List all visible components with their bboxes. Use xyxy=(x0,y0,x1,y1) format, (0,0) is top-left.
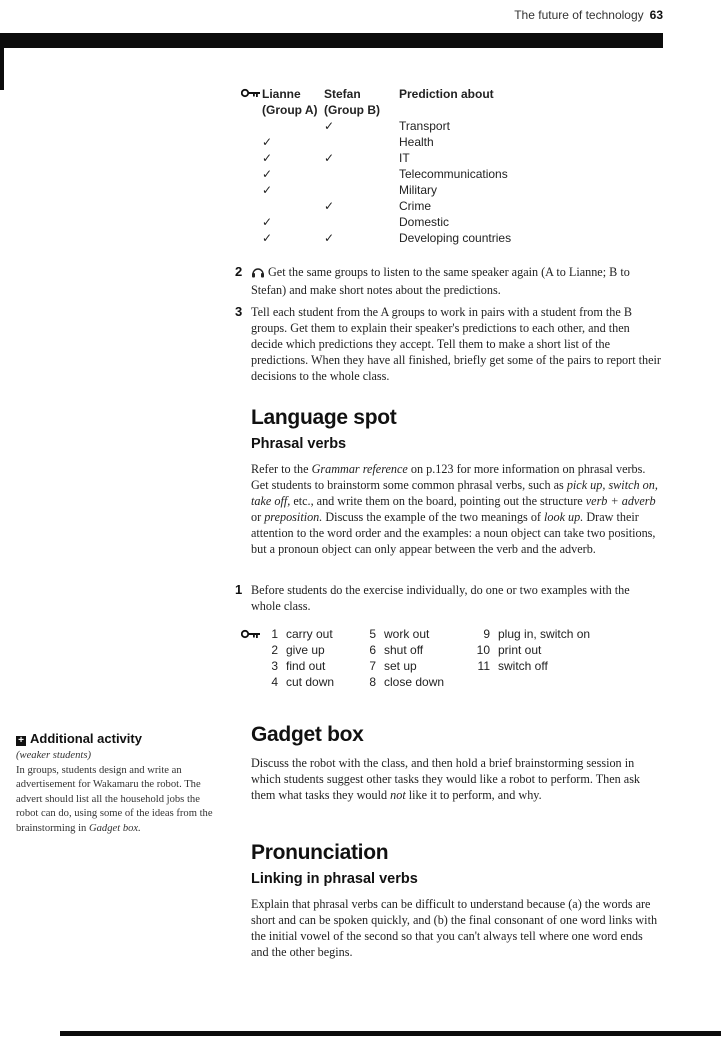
top-rule xyxy=(0,33,663,48)
section-title-language-spot: Language spot xyxy=(251,406,397,429)
answer-item xyxy=(268,674,334,690)
answer-item xyxy=(476,626,590,642)
headphones-icon xyxy=(251,265,265,282)
answer-number: 11 xyxy=(477,659,490,673)
answer-text: close down xyxy=(384,675,445,689)
answer-item xyxy=(268,626,334,642)
step-number: 3 xyxy=(235,304,243,319)
prediction-table xyxy=(262,86,511,246)
section-title-gadget-box: Gadget box xyxy=(251,723,364,746)
lianne-tick xyxy=(262,118,324,134)
prediction-topic: Telecommunications xyxy=(399,167,508,181)
lianne-tick: ✓ xyxy=(262,215,273,229)
prediction-topic: Domestic xyxy=(399,215,450,229)
col-header-prediction: Prediction about xyxy=(399,87,494,101)
stefan-tick: ✓ xyxy=(324,119,335,133)
stefan-tick xyxy=(324,182,399,198)
gadget-box-text: Discuss the robot with the class, and then hold a brief brainstorming session in which students suggest other tasks they would like a robot to perform. Then ask them what tasks they would not like it to perform, and why. xyxy=(251,756,641,802)
answer-text: print out xyxy=(498,643,542,657)
answer-item xyxy=(366,626,444,642)
lianne-tick: ✓ xyxy=(262,167,273,181)
prediction-topic: IT xyxy=(399,151,410,165)
header-title: The future of technology xyxy=(514,8,644,22)
prediction-row xyxy=(262,182,511,198)
answer-number: 7 xyxy=(369,659,376,673)
stefan-tick: ✓ xyxy=(324,199,335,213)
lianne-tick: ✓ xyxy=(262,135,273,149)
lianne-tick: ✓ xyxy=(262,231,273,245)
additional-activity-title: + Additional activity xyxy=(16,731,216,746)
section-subtitle-linking: Linking in phrasal verbs xyxy=(251,871,418,887)
prediction-topic: Military xyxy=(399,183,437,197)
prediction-row xyxy=(262,134,511,150)
answer-text: work out xyxy=(384,627,430,641)
answer-number: 6 xyxy=(369,643,376,657)
answer-text: cut down xyxy=(286,675,335,689)
step-2-text: Get the same groups to listen to the same speaker again (A to Lianne; B to Stefan) and make short notes about the predictions. xyxy=(251,265,630,297)
prediction-row xyxy=(262,166,511,182)
answer-number: 5 xyxy=(369,627,376,641)
prediction-topic: Transport xyxy=(399,119,450,133)
answer-item xyxy=(366,674,444,690)
lianne-tick: ✓ xyxy=(262,151,273,165)
answer-number: 1 xyxy=(271,627,278,641)
answer-column xyxy=(268,626,334,690)
answer-number: 8 xyxy=(369,675,376,689)
answer-item xyxy=(476,658,590,674)
pronunciation-text: Explain that phrasal verbs can be difficult to understand because (a) the words are short and can be spoken quickly, and (b) the final consonant of one word links with the initial vowel of the second so that you can't always tell where one word ends and the other begins. xyxy=(251,897,658,959)
answer-number: 2 xyxy=(271,643,278,657)
prediction-row xyxy=(262,150,511,166)
stefan-tick: ✓ xyxy=(324,231,335,245)
section-title-pronunciation: Pronunciation xyxy=(251,841,389,864)
answer-item xyxy=(268,658,334,674)
prediction-row xyxy=(262,198,511,214)
answer-column xyxy=(366,626,444,690)
prediction-topic: Crime xyxy=(399,199,431,213)
answer-text: set up xyxy=(384,659,417,673)
stefan-tick: ✓ xyxy=(324,151,335,165)
prediction-topic: Developing countries xyxy=(399,231,512,245)
answer-item xyxy=(268,642,334,658)
additional-activity-subtitle: (weaker students) xyxy=(16,750,92,761)
answer-number: 4 xyxy=(271,675,278,689)
answer-number: 3 xyxy=(271,659,278,673)
prediction-topic: Health xyxy=(399,135,434,149)
top-rule-hook xyxy=(0,48,4,90)
answer-text: give up xyxy=(286,643,325,657)
answer-item xyxy=(366,658,444,674)
plus-box-icon: + xyxy=(16,736,26,746)
additional-activity-box xyxy=(16,731,216,836)
answer-number: 9 xyxy=(483,627,490,641)
additional-activity-text: (weaker students) In groups, students design and write an advertisement for Wakamaru the robot. The advert should list all the household jobs the robot can do, using some of the ideas from the brainstorming in Gadget box. xyxy=(16,750,213,834)
answer-column xyxy=(476,626,590,674)
answer-text: plug in, switch on xyxy=(498,627,591,641)
prediction-row xyxy=(262,230,511,246)
lianne-tick: ✓ xyxy=(262,183,273,197)
step-1-text: Before students do the exercise individually, do one or two examples with the whole class. xyxy=(251,583,630,613)
col-header-stefan: Stefan (Group B) xyxy=(324,87,380,117)
answer-text: find out xyxy=(286,659,326,673)
stefan-tick xyxy=(324,134,399,150)
step-number: 2 xyxy=(235,264,243,279)
answer-text: shut off xyxy=(384,643,424,657)
step-3-text: Tell each student from the A groups to work in pairs with a student from the B groups. Get them to explain their speaker's predictions to each other, and then decide which predictions they accept. Tell them to make a short list of the predictions. When they have all finished, briefly get some of the pairs to report their decisions to the whole class. xyxy=(251,305,661,383)
section-subtitle-phrasal-verbs: Phrasal verbs xyxy=(251,436,347,452)
lianne-tick xyxy=(262,198,324,214)
stefan-tick xyxy=(324,166,399,182)
answer-text: carry out xyxy=(286,627,333,641)
stefan-tick xyxy=(324,214,399,230)
step-number: 1 xyxy=(235,582,243,597)
prediction-row xyxy=(262,214,511,230)
answer-item xyxy=(366,642,444,658)
language-spot-text: Refer to the Grammar reference on p.123 for more information on phrasal verbs. Get students to brainstorm some common phrasal verbs, such as pick up, switch on, take off, etc., and write them on the board, pointing out the structure verb + adverb or preposition. Discuss the example of the two meanings of look up. Draw their attention to the word order and the examples: a noun object can take two positions, but a pronoun object can only appear between the verb and the adverb. xyxy=(251,462,658,556)
key-icon xyxy=(241,627,261,643)
answer-number: 10 xyxy=(476,643,490,657)
answer-item xyxy=(476,642,590,658)
answer-text: switch off xyxy=(498,659,548,673)
key-icon xyxy=(241,86,261,102)
page-number: 63 xyxy=(649,8,663,22)
running-header xyxy=(514,8,663,22)
prediction-row xyxy=(262,118,511,134)
bottom-rule xyxy=(60,1031,721,1036)
col-header-lianne: Lianne (Group A) xyxy=(262,87,318,117)
